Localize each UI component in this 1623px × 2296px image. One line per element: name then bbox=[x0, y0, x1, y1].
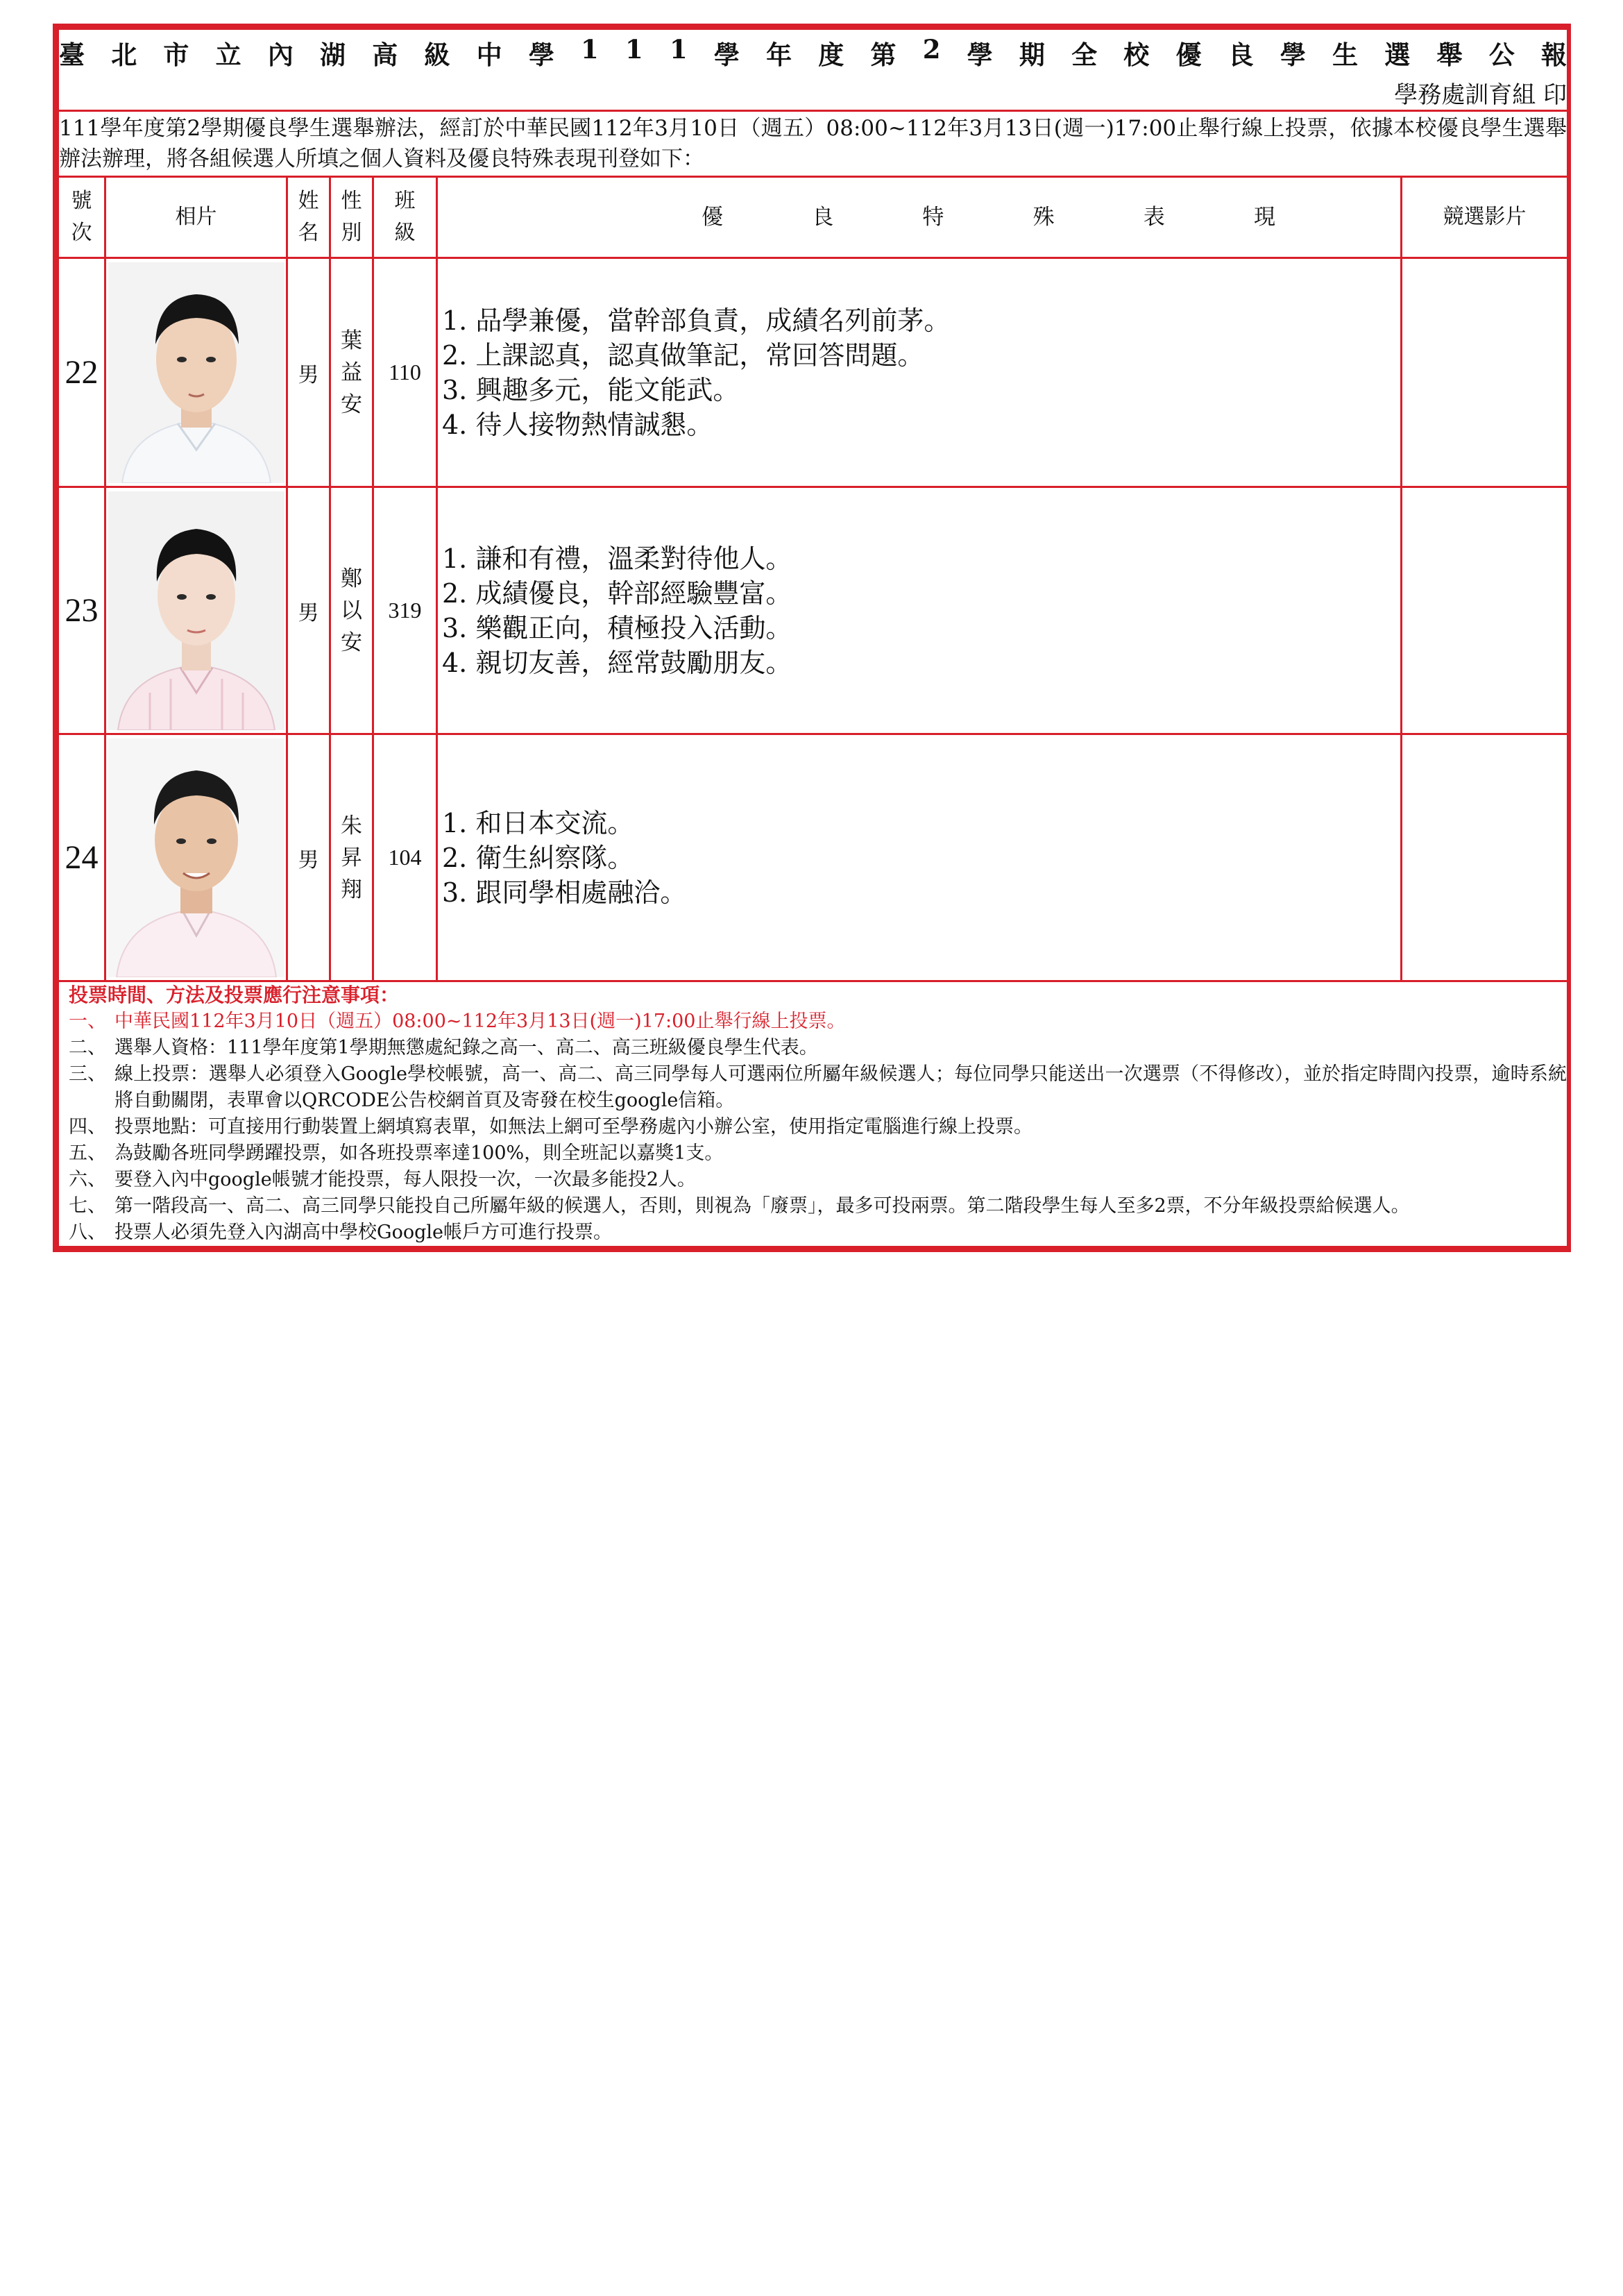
candidate-video-cell[interactable] bbox=[1402, 734, 1568, 981]
candidate-photo bbox=[108, 262, 284, 483]
candidate-row bbox=[58, 487, 1568, 734]
candidate-row bbox=[58, 734, 1568, 981]
note-item: 三、 線上投票：選舉人必須登入Google學校帳號，高一、高二、高三同學每人可選兩位所屬年級候選人；每位同學只能送出一次選票（不得修改），並於指定時間內投票，逾時系統將自動關閉，表單會以QRCODE公告校網首頁及寄發在校生google信箱。 bbox=[69, 1063, 1567, 1111]
portrait-image bbox=[108, 738, 284, 977]
page-title: 臺 北 市 立 內 湖 高 級 中 學 1 1 1 學 年 度 第 2 學 期 全 校 優 良 學 生 選 舉 公 報 bbox=[59, 34, 1567, 70]
candidate-photo-cell bbox=[105, 258, 287, 487]
candidate-number: 24 bbox=[58, 734, 105, 981]
candidate-photo bbox=[108, 491, 284, 730]
candidate-class: 319 bbox=[373, 487, 437, 734]
header-name: 姓名 bbox=[287, 177, 330, 258]
title-cell bbox=[58, 29, 1568, 111]
issuer-stamp: 學務處訓育組 印 bbox=[1394, 81, 1567, 109]
candidate-number: 23 bbox=[58, 487, 105, 734]
candidate-gender: 男 bbox=[287, 734, 330, 981]
candidate-row bbox=[58, 258, 1568, 487]
candidate-name: 朱 昇 翔 bbox=[330, 734, 373, 981]
header-video: 競選影片 bbox=[1402, 177, 1568, 258]
intro-paragraph: 111學年度第2學期優良學生選舉辦法，經訂於中華民國112年3月10日（週五）08:00~112年3月13日(週一)17:00止舉行線上投票，依據本校優良學生選舉辦法辦理，將各組候選人所填之個人資料及優良特殊表現刊登如下： bbox=[58, 111, 1568, 177]
portrait-image bbox=[108, 262, 284, 483]
header-traits: 優 良 特 殊 表 現 bbox=[437, 177, 1402, 258]
candidate-number: 22 bbox=[58, 258, 105, 487]
candidate-traits: 1. 品學兼優，當幹部負責，成績名列前茅。 2. 上課認真，認真做筆記，常回答問題。 3. 興趣多元，能文能武。 4. 待人接物熱情誠懇。 bbox=[437, 258, 1402, 487]
candidate-class: 104 bbox=[373, 734, 437, 981]
candidate-traits: 1. 謙和有禮，溫柔對待他人。 2. 成績優良，幹部經驗豐富。 3. 樂觀正向，積極投入活動。 4. 親切友善，經常鼓勵朋友。 bbox=[437, 487, 1402, 734]
candidate-gender: 男 bbox=[287, 258, 330, 487]
candidate-traits: 1. 和日本交流。 2. 衛生糾察隊。 3. 跟同學相處融洽。 bbox=[437, 734, 1402, 981]
note-item: 四、 投票地點：可直接用行動裝置上網填寫表單，如無法上網可至學務處內小辦公室，使用指定電腦進行線上投票。 bbox=[69, 1116, 1033, 1138]
candidate-photo-cell bbox=[105, 734, 287, 981]
note-item: 六、 要登入內中google帳號才能投票，每人限投一次，一次最多能投2人。 bbox=[69, 1169, 696, 1190]
voting-notes bbox=[58, 981, 1568, 1247]
candidate-name: 葉 益 安 bbox=[330, 258, 373, 487]
note-item: 二、 選舉人資格：111學年度第1學期無懲處紀錄之高一、高二、高三班級優良學生代表。 bbox=[69, 1037, 818, 1058]
candidate-name: 鄭 以 安 bbox=[330, 487, 373, 734]
announcement-table bbox=[57, 28, 1569, 1248]
note-item: 一、 中華民國112年3月10日（週五）08:00~112年3月13日(週一)17:00止舉行線上投票。 bbox=[69, 1011, 846, 1032]
header-gender: 性別 bbox=[330, 177, 373, 258]
note-item: 七、 第一階段高一、高二、高三同學只能投自己所屬年級的候選人，否則，則視為「廢票」，最多可投兩票。第二階段學生每人至多2票，不分年級投票給候選人。 bbox=[69, 1195, 1410, 1217]
candidate-photo bbox=[108, 738, 284, 977]
notes-title: 投票時間、方法及投票應行注意事項： bbox=[69, 984, 400, 1006]
announcement-sheet bbox=[53, 24, 1571, 1252]
candidate-gender: 男 bbox=[287, 487, 330, 734]
note-item: 五、 為鼓勵各班同學踴躍投票，如各班投票率達100%，則全班記以嘉獎1支。 bbox=[69, 1142, 724, 1164]
header-photo: 相片 bbox=[105, 177, 287, 258]
header-class: 班級 bbox=[373, 177, 437, 258]
candidate-video-cell[interactable] bbox=[1402, 487, 1568, 734]
candidate-photo-cell bbox=[105, 487, 287, 734]
candidate-class: 110 bbox=[373, 258, 437, 487]
note-item: 八、 投票人必須先登入內湖高中學校Google帳戶方可進行投票。 bbox=[69, 1222, 612, 1243]
header-number: 號次 bbox=[58, 177, 105, 258]
portrait-image bbox=[108, 491, 284, 730]
candidate-video-cell[interactable] bbox=[1402, 258, 1568, 487]
